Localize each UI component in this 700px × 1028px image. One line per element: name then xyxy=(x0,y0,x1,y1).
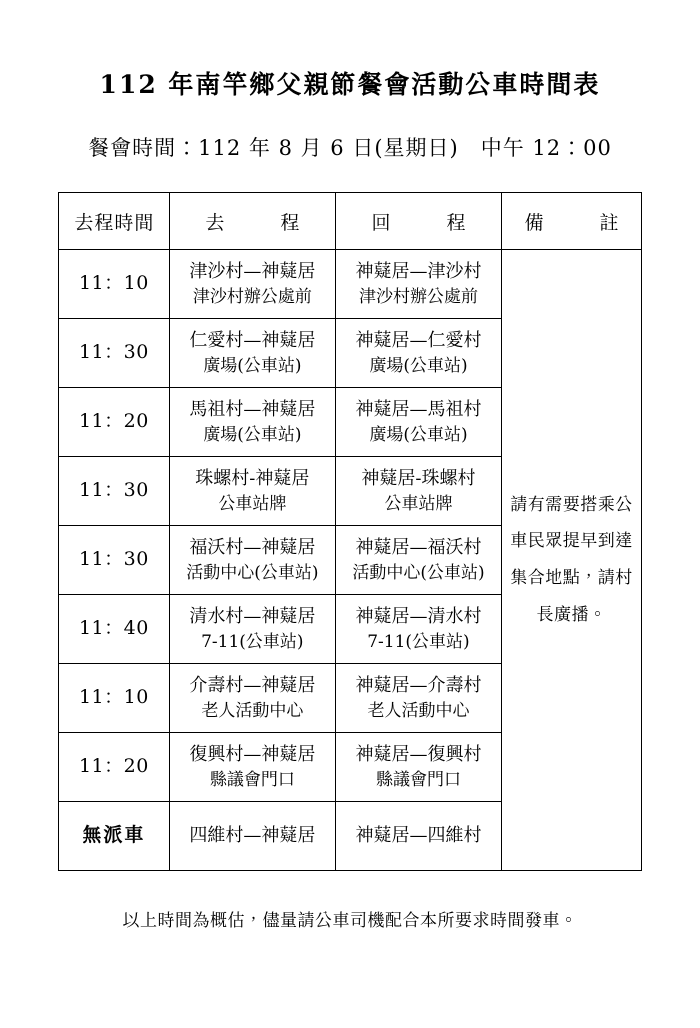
route-line-secondary: 7-11(公車站) xyxy=(367,631,470,652)
route-line-secondary: 公車站牌 xyxy=(218,493,287,514)
cell-return-route xyxy=(335,802,501,871)
route-line-primary: 仁愛村—神薿居 xyxy=(189,329,316,351)
route-line-secondary: 廣場(公車站) xyxy=(369,355,468,376)
table-row xyxy=(59,250,642,319)
route-line-secondary: 縣議會門口 xyxy=(209,769,295,790)
cell-outbound-route xyxy=(169,595,335,664)
route-line-primary: 神薿居—四維村 xyxy=(355,824,482,846)
cell-departure-time: 無派車 xyxy=(59,802,170,871)
cell-departure-time: 11：10 xyxy=(59,250,170,319)
cell-departure-time: 11：20 xyxy=(59,733,170,802)
page-title: 112 年南竿鄉父親節餐會活動公車時間表 xyxy=(99,70,601,99)
cell-return-route xyxy=(335,250,501,319)
route-line-primary: 神薿居—介壽村 xyxy=(355,674,482,696)
route-line-primary: 介壽村—神薿居 xyxy=(189,674,316,696)
cell-return-route xyxy=(335,595,501,664)
route-line-secondary: 縣議會門口 xyxy=(375,769,461,790)
cell-return-route xyxy=(335,526,501,595)
route-line-secondary: 津沙村辦公處前 xyxy=(358,286,478,307)
route-line-secondary: 廣場(公車站) xyxy=(203,424,302,445)
route-line-secondary: 津沙村辦公處前 xyxy=(192,286,312,307)
schedule-table-container xyxy=(0,162,700,931)
cell-departure-time: 11：30 xyxy=(59,457,170,526)
route-line-primary: 神薿居—馬祖村 xyxy=(355,398,482,420)
cell-outbound-route xyxy=(169,526,335,595)
route-line-primary: 神薿居—福沃村 xyxy=(355,536,482,558)
route-line-primary: 四維村—神薿居 xyxy=(189,824,316,846)
route-line-primary: 珠螺村-神薿居 xyxy=(195,467,310,489)
cell-outbound-route xyxy=(169,664,335,733)
cell-return-route xyxy=(335,664,501,733)
bus-schedule-table xyxy=(58,192,642,871)
cell-outbound-route xyxy=(169,319,335,388)
cell-departure-time: 11：30 xyxy=(59,526,170,595)
meeting-time-line: 餐會時間：112 年 8 月 6 日(星期日) 中午 12：00 xyxy=(88,136,612,160)
cell-departure-time: 11：40 xyxy=(59,595,170,664)
route-line-secondary: 廣場(公車站) xyxy=(369,424,468,445)
route-line-primary: 復興村—神薿居 xyxy=(189,743,316,765)
cell-return-route xyxy=(335,388,501,457)
route-line-primary: 清水村—神薿居 xyxy=(189,605,316,627)
route-line-primary: 神薿居-珠螺村 xyxy=(361,467,476,489)
cell-departure-time: 11：10 xyxy=(59,664,170,733)
route-line-secondary: 7-11(公車站) xyxy=(201,631,304,652)
column-header-return: 回 程 xyxy=(335,193,501,250)
route-line-secondary: 廣場(公車站) xyxy=(203,355,302,376)
cell-return-route xyxy=(335,319,501,388)
cell-outbound-route xyxy=(169,388,335,457)
remarks-text: 請有需要搭乘公車民眾提早到達集合地點，請村長廣播。 xyxy=(510,494,633,625)
cell-departure-time: 11：20 xyxy=(59,388,170,457)
footnote: 以上時間為概估，儘量請公車司機配合本所要求時間發車。 xyxy=(122,911,578,931)
table-header-row xyxy=(59,193,642,250)
cell-outbound-route xyxy=(169,802,335,871)
route-line-primary: 神薿居—津沙村 xyxy=(355,260,482,282)
cell-return-route xyxy=(335,457,501,526)
cell-outbound-route xyxy=(169,733,335,802)
route-line-secondary: 老人活動中心 xyxy=(201,700,304,721)
column-header-remarks: 備 註 xyxy=(502,193,642,250)
route-line-primary: 神薿居—清水村 xyxy=(355,605,482,627)
route-line-secondary: 活動中心(公車站) xyxy=(186,562,319,583)
cell-remarks xyxy=(502,250,642,871)
cell-outbound-route xyxy=(169,457,335,526)
cell-outbound-route xyxy=(169,250,335,319)
route-line-secondary: 公車站牌 xyxy=(384,493,453,514)
route-line-primary: 神薿居—復興村 xyxy=(355,743,482,765)
table-body xyxy=(59,250,642,871)
cell-return-route xyxy=(335,733,501,802)
route-line-primary: 神薿居—仁愛村 xyxy=(355,329,482,351)
route-line-primary: 福沃村—神薿居 xyxy=(189,536,316,558)
route-line-primary: 馬祖村—神薿居 xyxy=(189,398,316,420)
route-line-secondary: 活動中心(公車站) xyxy=(352,562,485,583)
column-header-outbound: 去 程 xyxy=(169,193,335,250)
route-line-secondary: 老人活動中心 xyxy=(367,700,470,721)
route-line-primary: 津沙村—神薿居 xyxy=(189,260,316,282)
cell-departure-time: 11：30 xyxy=(59,319,170,388)
table-header xyxy=(59,193,642,250)
column-header-departure-time: 去程時間 xyxy=(59,193,170,250)
